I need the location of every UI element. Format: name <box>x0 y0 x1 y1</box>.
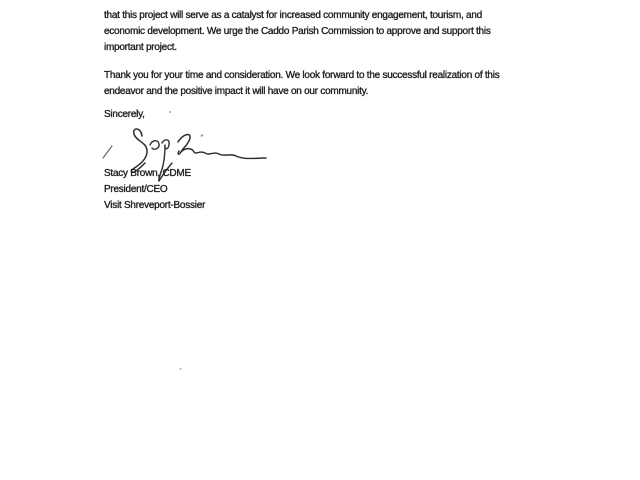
scan-artifact-speck <box>179 368 182 370</box>
paragraph-thank-you <box>104 68 543 100</box>
paragraph2-line2: endeavor and the positive impact it will have on our community. <box>104 85 369 97</box>
paragraph1-line3: important project. <box>104 41 177 53</box>
signer-title: President/CEO <box>104 183 168 195</box>
closing-text: Sincerely, <box>104 109 145 120</box>
paragraph2-line1: Thank you for your time and consideration. We look forward to the successful realization of this <box>104 70 500 81</box>
signer-organization: Visit Shreveport-Bossier <box>104 199 206 211</box>
signer-block <box>104 166 543 213</box>
scan-artifact-speck <box>169 111 171 113</box>
paragraph1-line2: economic development. We urge the Caddo Parish Commission to approve and support this <box>104 25 491 37</box>
signer-name: Stacy Brown, CDME <box>104 168 191 179</box>
paragraph1-line1: that this project will serve as a catalyst for increased community engagement, tourism, and <box>104 10 482 21</box>
paragraph-urging-support <box>104 8 543 55</box>
